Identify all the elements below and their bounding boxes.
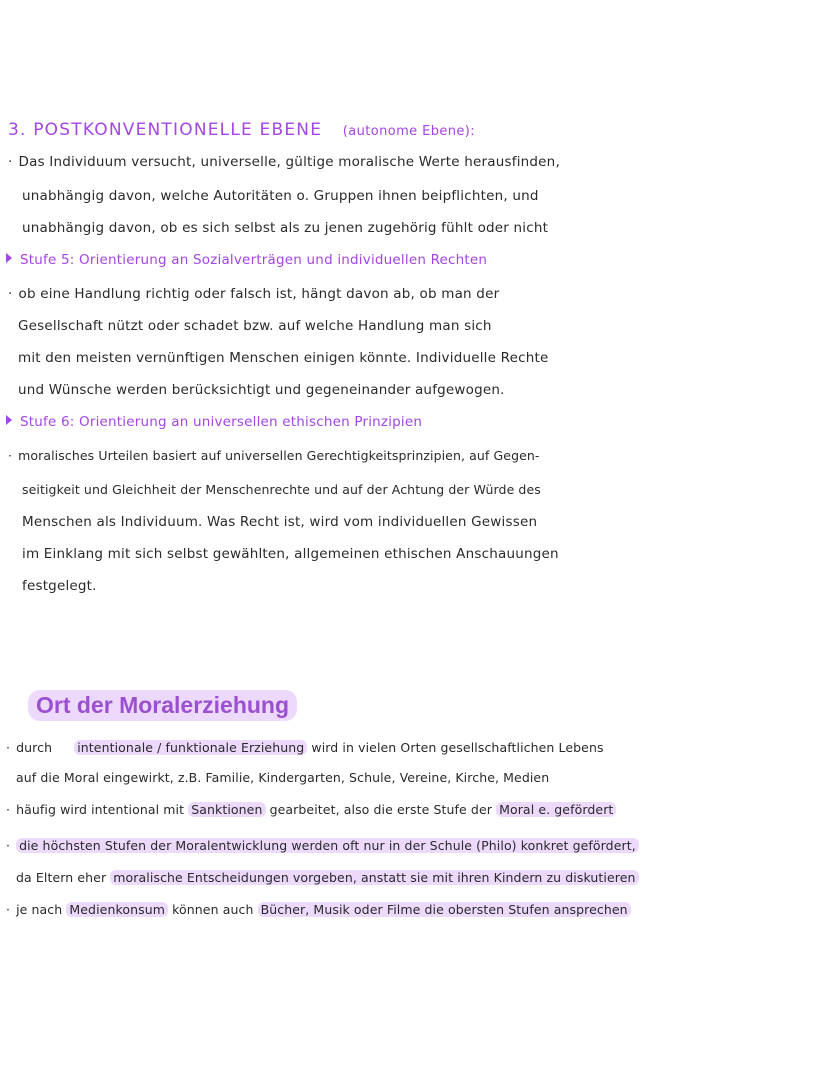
- section-heading-title: 3. POSTKONVENTIONELLE EBENE: [8, 120, 323, 140]
- stage6-title: Stufe 6: Orientierung an universellen ethischen Prinzipien: [6, 412, 422, 432]
- moral-bullet-4: · je nach Medienkonsum können auch Bücher, Musik oder Filme die obersten Stufen ansprechen: [6, 900, 631, 920]
- bullet-dot-icon: ·: [6, 902, 11, 917]
- stage6-line-4: im Einklang mit sich selbst gewählten, allgemeinen ethischen Anschauungen: [22, 546, 559, 562]
- highlight: intentionale / funktionale Erziehung: [74, 740, 307, 755]
- stage6-line-3: Menschen als Individuum. Was Recht ist, wird vom individuellen Gewissen: [22, 514, 538, 530]
- highlight: Bücher, Musik oder Filme die obersten Stufen ansprechen: [258, 902, 631, 917]
- bullet-dot-icon: ·: [8, 286, 13, 302]
- moral-bullet-1-line-2: auf die Moral eingewirkt, z.B. Familie, Kindergarten, Schule, Vereine, Kirche, Medien: [16, 770, 550, 785]
- moral-bullet-3: [6, 836, 639, 856]
- moral-bullet-1: · durch intentionale / funktionale Erziehung wird in vielen Orten gesellschaftlichen Lebens: [6, 738, 604, 758]
- section-heading-note: (autonome Ebene):: [342, 124, 476, 139]
- stage6-line-5: festgelegt.: [22, 578, 97, 594]
- bullet-dot-icon: ·: [6, 740, 11, 755]
- stage5-line-4: und Wünsche werden berücksichtigt und gegeneinander aufgewogen.: [18, 382, 505, 398]
- stage5-line-2: Gesellschaft nützt oder schadet bzw. auf welche Handlung man sich: [18, 318, 492, 334]
- bullet-dot-icon: ·: [6, 802, 11, 817]
- section-heading: [8, 120, 475, 142]
- bullet-dot-icon: ·: [8, 448, 13, 463]
- highlight: Sanktionen: [188, 802, 265, 817]
- triangle-bullet-icon: [6, 253, 12, 263]
- highlight: die höchsten Stufen der Moralentwicklung werden oft nur in der Schule (Philo) konkret gefördert,: [16, 838, 639, 853]
- moral-bullet-2: · häufig wird intentional mit Sanktionen gearbeitet, also die erste Stufe der Moral e. gefördert: [6, 800, 616, 820]
- highlight: Medienkonsum: [66, 902, 168, 917]
- section-title-moral: Ort der Moralerziehung: [28, 690, 297, 721]
- intro-line-1: · Das Individuum versucht, universelle, gültige moralische Werte herausfinden,: [8, 154, 560, 170]
- highlight: moralische Entscheidungen vorgeben, anstatt sie mit ihren Kindern zu diskutieren: [110, 870, 638, 885]
- stage6-line-2: seitigkeit und Gleichheit der Menschenrechte und auf der Achtung der Würde des: [22, 482, 541, 497]
- stage5-line-1: · ob eine Handlung richtig oder falsch ist, hängt davon ab, ob man der: [8, 286, 500, 302]
- bullet-dot-icon: ·: [6, 838, 11, 853]
- bullet-dot-icon: ·: [8, 154, 13, 170]
- intro-line-3: unabhängig davon, ob es sich selbst als zu jenen zugehörig fühlt oder nicht: [22, 220, 549, 236]
- triangle-bullet-icon: [6, 415, 12, 425]
- stage5-line-3: mit den meisten vernünftigen Menschen einigen könnte. Individuelle Rechte: [18, 350, 549, 366]
- stage6-line-1: · moralisches Urteilen basiert auf universellen Gerechtigkeitsprinzipien, auf Gegen-: [8, 446, 540, 466]
- intro-line-2: unabhängig davon, welche Autoritäten o. Gruppen ihnen beipflichten, und: [22, 188, 539, 204]
- highlight: Moral e. gefördert: [496, 802, 616, 817]
- moral-bullet-3-line-2: da Eltern eher moralische Entscheidungen vorgeben, anstatt sie mit ihren Kindern zu diskutieren: [16, 868, 639, 888]
- stage5-title: Stufe 5: Orientierung an Sozialverträgen und individuellen Rechten: [6, 250, 487, 270]
